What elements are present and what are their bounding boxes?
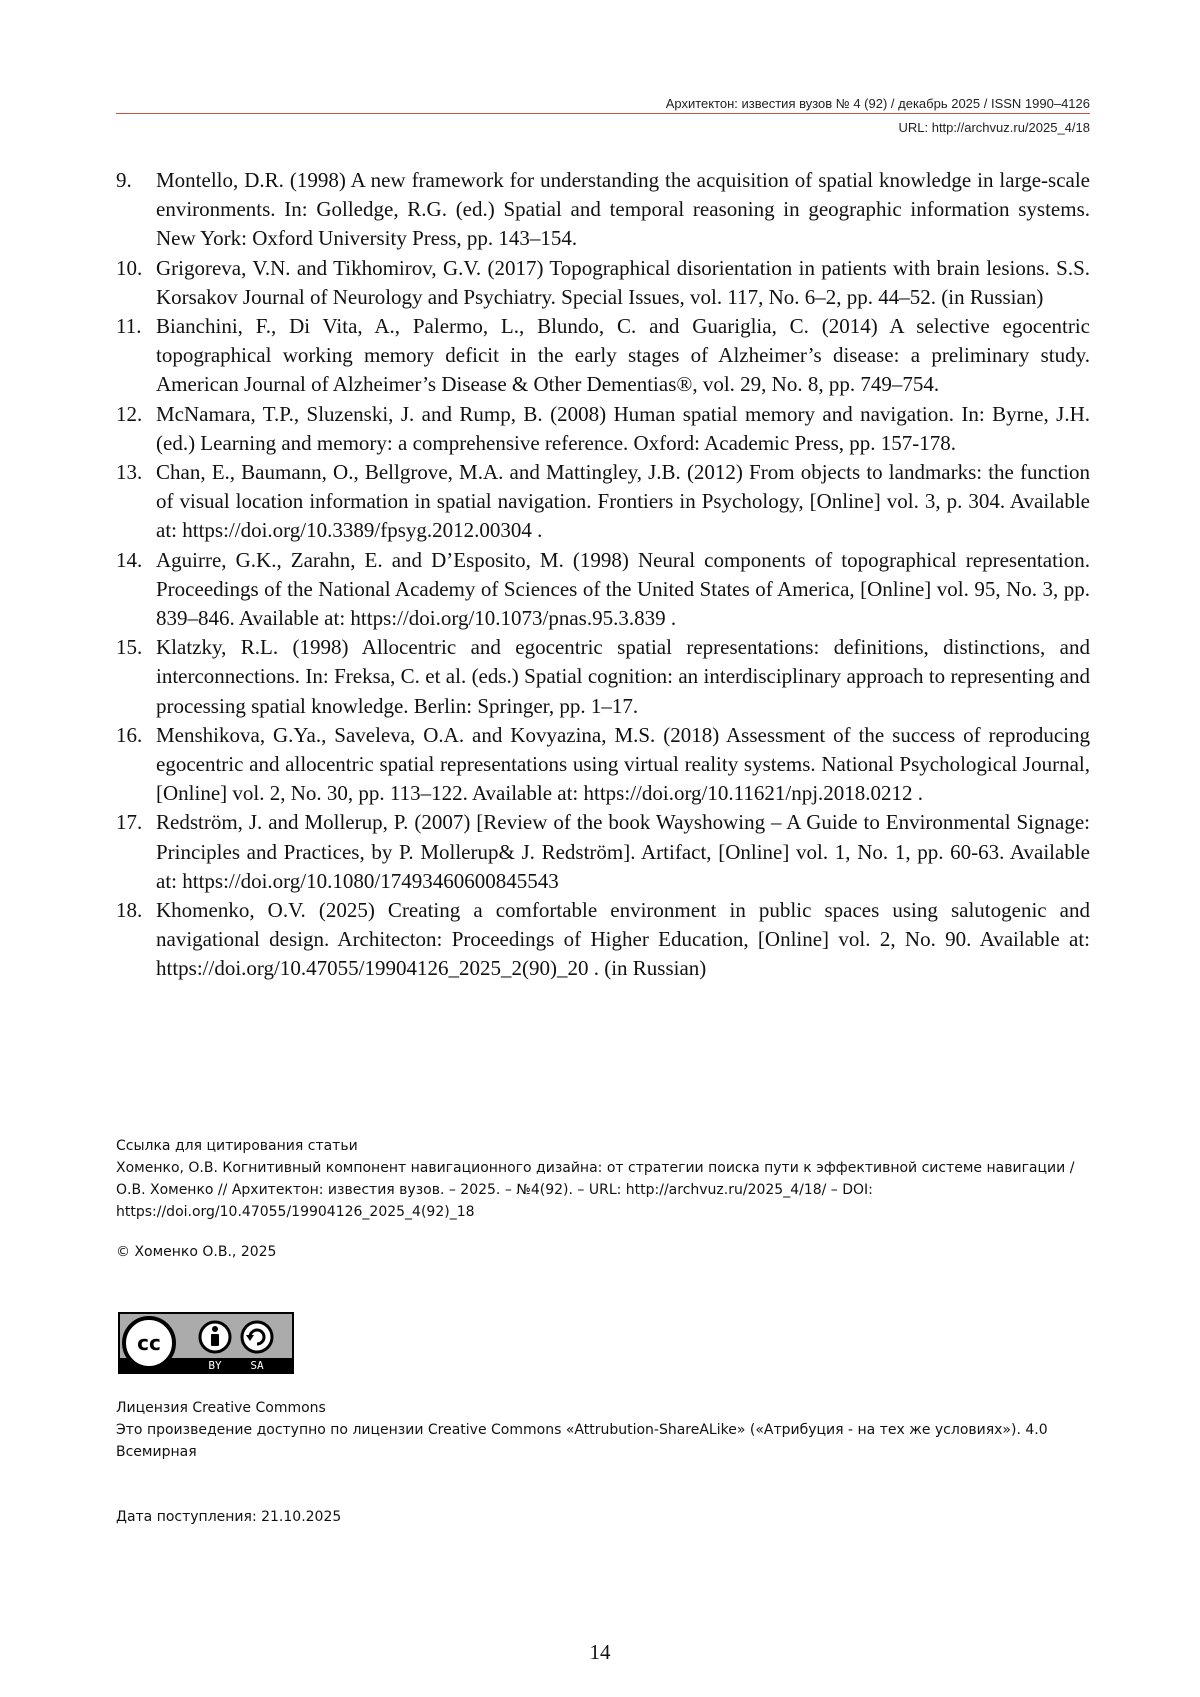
by-label: BY: [208, 1359, 222, 1372]
received-date: Дата поступления: 21.10.2025: [116, 1509, 342, 1525]
reference-number: 9.: [116, 168, 132, 192]
header-divider: [116, 113, 1090, 114]
reference-text: Chan, E., Baumann, O., Bellgrove, M.A. and Mattingley, J.B. (2012) From objects to landmarks: the function of visual location information in spatial navigation. Frontiers in Psychology, [Online] vol. 3, p. 304. Available at: https://doi.org/10.3389/fpsyg.2012.00304 .: [156, 460, 1090, 543]
reference-number: 10.: [116, 255, 143, 280]
article-url: URL: http://archvuz.ru/2025_4/18: [898, 120, 1090, 135]
copyright-notice: © Хоменко О.В., 2025: [116, 1244, 277, 1260]
share-alike-icon: [242, 1322, 272, 1352]
reference-text: McNamara, T.P., Sluzenski, J. and Rump, B. (2008) Human spatial memory and navigation. In: Byrne, J.H. (ed.) Learning and memory: a comprehensive reference. Oxford: Academic Press, pp. 157-178.: [156, 401, 1090, 455]
reference-number: 11.: [116, 314, 142, 339]
attribution-icon: [200, 1322, 230, 1352]
reference-number: 12.: [116, 401, 143, 426]
reference-item: [116, 808, 1090, 896]
page-number: 14: [589, 1640, 611, 1664]
reference-text: Grigoreva, V.N. and Tikhomirov, G.V. (2017) Topographical disorientation in patients with brain lesions. S.S. Korsakov Journal of Neurology and Psychiatry. Special Issues, vol. 117, No. 6–2, pp. 44–52. (in Russian): [156, 255, 1090, 309]
reference-item: [116, 458, 1090, 546]
citation-heading: Ссылка для цитирования статьи: [116, 1138, 358, 1154]
reference-number: 13.: [116, 460, 143, 485]
reference-text: Aguirre, G.K., Zarahn, E. and D’Esposito, M. (1998) Neural components of topographical representation. Proceedings of the National Academy of Sciences of the United States of America, [Online] vol. 95, No. 3, pp. 839–846. Available at: https://doi.org/10.1073/pnas.95.3.839 .: [156, 547, 1090, 631]
reference-number: 18.: [116, 898, 143, 923]
reference-item: [116, 400, 1090, 458]
reference-item: [116, 721, 1090, 809]
reference-text: Montello, D.R. (1998) A new framework for understanding the acquisition of spatial knowledge in large-scale environments. In: Golledge, R.G. (ed.) Spatial and temporal reasoning in geographic information systems. New York: Oxford University Press, pp. 143–154.: [156, 168, 1090, 251]
license-title: Лицензия Creative Commons: [116, 1400, 326, 1416]
reference-item: [116, 312, 1090, 400]
sa-label: SA: [250, 1359, 264, 1372]
reference-item: [116, 633, 1090, 721]
reference-item: [116, 166, 1090, 254]
journal-header: Архитектон: известия вузов № 4 (92) / декабрь 2025 / ISSN 1990–4126: [665, 96, 1090, 111]
reference-text: Khomenko, O.V. (2025) Creating a comfortable environment in public spaces using salutogenic and navigational design. Architecton: Proceedings of Higher Education, [Online] vol. 2, No. 90. Available at: https://doi.org/10.47055/19904126_2025_2(90)_20 . (in Russian): [156, 898, 1090, 981]
license-text: Это произведение доступно по лицензии Creative Commons «Attrubution-ShareALike» («Атрибуция - на тех же условиях»). 4.0 Всемирная: [116, 1422, 1048, 1460]
license-block: [116, 1397, 1090, 1463]
reference-item: [116, 254, 1090, 312]
reference-number: 17.: [116, 810, 143, 835]
cc-icon: [124, 1318, 174, 1368]
reference-text: Klatzky, R.L. (1998) Allocentric and egocentric spatial representations: definitions, distinctions, and interconnections. In: Freksa, C. et al. (eds.) Spatial cognition: an interdisciplinary approach to representing and processing spatial knowledge. Berlin: Springer, pp. 1–17.: [156, 635, 1090, 718]
reference-text: Bianchini, F., Di Vita, A., Palermo, L., Blundo, C. and Guariglia, C. (2014) A selective egocentric topographical working memory deficit in the early stages of Alzheimer’s disease: a preliminary study. American Journal of Alzheimer’s Disease & Other Dementias®, vol. 29, No. 8, pp. 749–754.: [156, 314, 1090, 397]
reference-list: [116, 166, 1090, 984]
citation-text: Хоменко, О.В. Когнитивный компонент навигационного дизайна: от стратегии поиска пути к эффективной системе навигации / О.В. Хоменко // Архитектон: известия вузов. – 2025. – №4(92). – URL: http://archvuz.ru/2025_4/18/ – DOI: https://doi.org/10.47055/19904126_2025_4(92)_18: [116, 1160, 1075, 1220]
citation-block: [116, 1135, 1090, 1223]
reference-item: [116, 896, 1090, 984]
reference-number: 14.: [116, 547, 143, 572]
reference-text: Redström, J. and Mollerup, P. (2007) [Review of the book Wayshowing – A Guide to Environmental Signage: Principles and Practices, by P. Mollerup& J. Redström]. Artifact, [Online] vol. 1, No. 1, pp. 60-63. Available at: https://doi.org/10.1080/17493460600845543: [156, 810, 1090, 893]
cc-by-sa-badge: [118, 1312, 294, 1374]
cc-label: cc: [137, 1331, 161, 1355]
reference-item: [116, 546, 1090, 634]
reference-text: Menshikova, G.Ya., Saveleva, O.A. and Kovyazina, M.S. (2018) Assessment of the success of reproducing egocentric and allocentric spatial representations using virtual reality systems. National Psychological Journal, [Online] vol. 2, No. 30, pp. 113–122. Available at: https://doi.org/10.11621/npj.2018.0212 .: [156, 722, 1090, 806]
reference-number: 16.: [116, 722, 143, 747]
reference-number: 15.: [116, 635, 143, 660]
